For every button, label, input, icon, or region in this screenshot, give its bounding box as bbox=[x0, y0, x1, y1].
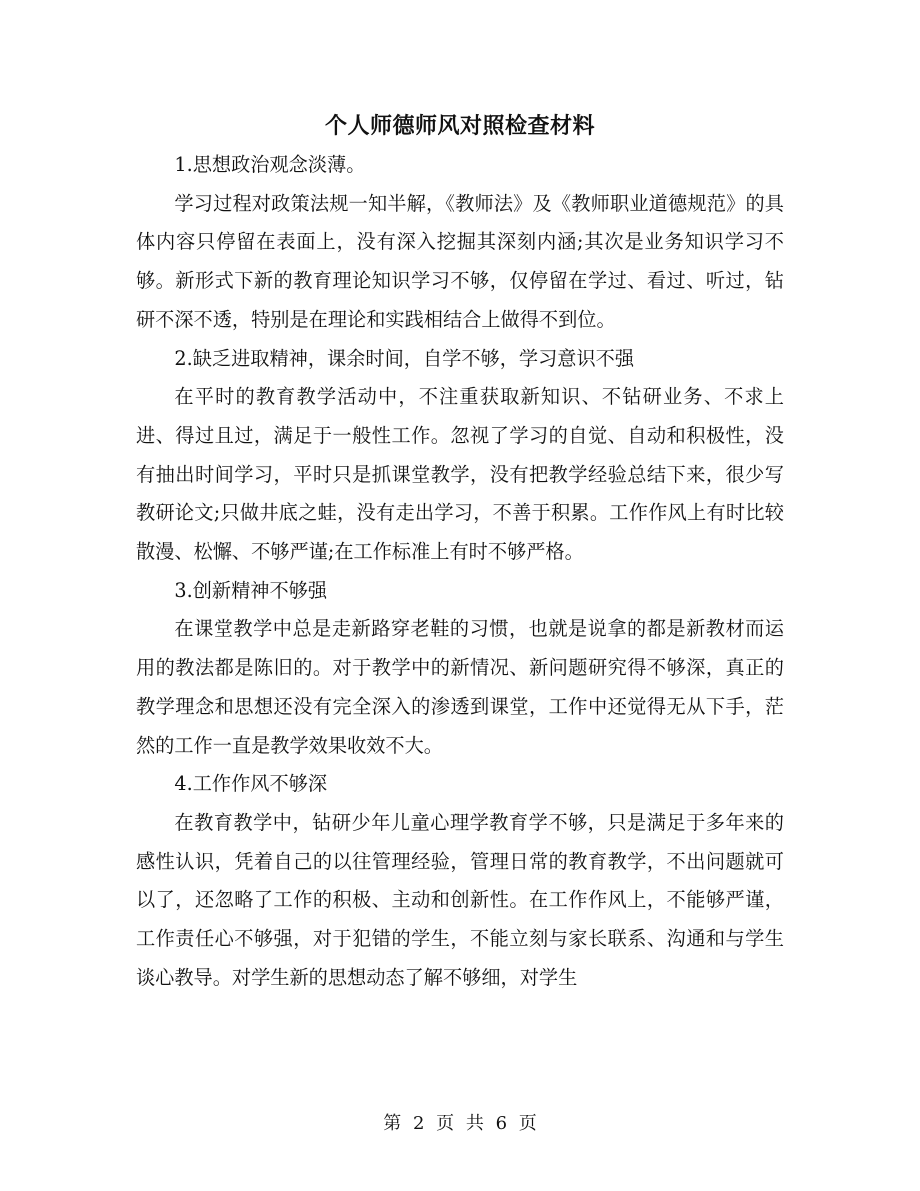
document-body bbox=[136, 146, 784, 997]
footer-current-page: 2 bbox=[412, 1113, 425, 1134]
document-title: 个人师德师风对照检查材料 bbox=[324, 113, 595, 139]
section-heading-1: 1.思想政治观念淡薄。 bbox=[174, 153, 366, 176]
footer-suffix: 页 bbox=[518, 1113, 537, 1134]
section-paragraph-3: 在课堂教学中总是走新路穿老鞋的习惯，也就是说拿的都是新教材而运用的教法都是陈旧的。对于教学中的新情况、新问题研究得不够深，真正的教学理念和思想还没有完全深入的渗透到课堂，工作中还觉得无从下手，茫然的工作一直是教学效果收效不大。 bbox=[136, 617, 784, 757]
footer-total-pages: 6 bbox=[495, 1113, 508, 1134]
section-heading-4: 4.工作作风不够深 bbox=[174, 772, 328, 796]
section-paragraph-4: 在教育教学中，钻研少年儿童心理学教育学不够，只是满足于多年来的感性认识，凭着自己的以往管理经验，管理日常的教育教学，不出问题就可以了，还忽略了工作的积极、主动和创新性。在工作作风上，不能够严谨，工作责任心不够强，对于犯错的学生，不能立刻与家长联系、沟通和与学生谈心教导。对学生新的思想动态了解不够细，对学生 bbox=[136, 810, 784, 989]
section-heading-3: 3.创新精神不够强 bbox=[174, 578, 328, 602]
section-paragraph-1: 学习过程对政策法规一知半解，《教师法》及《教师职业道德规范》的具体内容只停留在表面上，没有深入挖掘其深刻内涵;其次是业务知识学习不够。新形式下新的教育理论知识学习不够，仅停留在学过、看过、听过，钻研不深不透，特别是在理论和实践相结合上做得不到位。 bbox=[136, 191, 784, 331]
footer-prefix: 第 bbox=[383, 1113, 402, 1134]
footer-mid: 页 bbox=[436, 1113, 455, 1134]
page-footer bbox=[0, 1110, 920, 1138]
section-heading-2: 2.缺乏进取精神，课余时间，自学不够，学习意识不强 bbox=[174, 346, 635, 370]
section-paragraph-2: 在平时的教育教学活动中，不注重获取新知识、不钻研业务、不求上进、得过且过，满足于一般性工作。忽视了学习的自觉、自动和积极性，没有抽出时间学习，平时只是抓课堂教学，没有把教学经验总结下来，很少写教研论文;只做井底之蛙，没有走出学习，不善于积累。工作作风上有时比较散漫、松懈、不够严谨;在工作标准上有时不够严格。 bbox=[136, 385, 784, 564]
footer-total-label: 共 bbox=[465, 1113, 484, 1134]
